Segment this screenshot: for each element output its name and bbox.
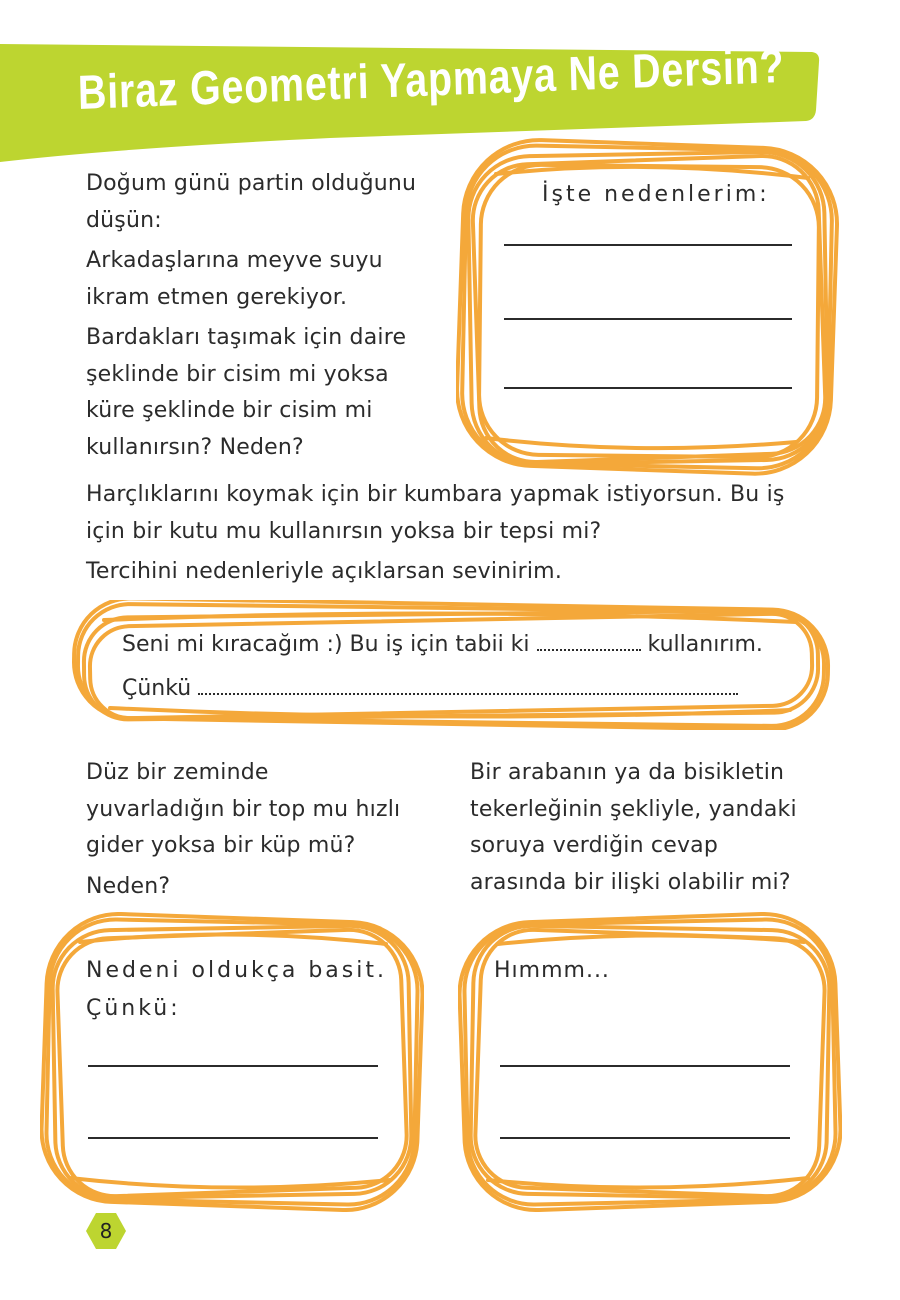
box-title-reason: Nedeni oldukça basit. <box>86 958 387 983</box>
text-line: Neden? <box>86 873 171 899</box>
text-line: Doğum günü partin olduğunu <box>86 171 417 196</box>
box-title-hmm: Hımmm... <box>494 958 610 983</box>
text-line: ikram etmen gerekiyor. <box>86 284 348 310</box>
question-ball-cube <box>86 755 446 905</box>
text-line: gider yoksa bir küp mü? <box>86 833 356 858</box>
answer-line[interactable] <box>500 1137 790 1139</box>
answer-line[interactable] <box>88 1137 378 1139</box>
answer-line[interactable] <box>504 318 792 320</box>
question-juice-cups <box>86 166 446 466</box>
blank-dotted-field[interactable] <box>537 643 641 651</box>
page-number-badge <box>86 1211 126 1255</box>
fill-in-line-reason <box>122 676 738 701</box>
answer-box-scribble <box>70 600 832 730</box>
blank-dotted-field[interactable] <box>198 687 738 695</box>
text-line: şeklinde bir cisim mi yoksa <box>86 361 389 387</box>
box-title-reasons: İşte nedenlerim: <box>542 182 770 207</box>
text-line: soruya verdiğin cevap <box>470 833 719 858</box>
text-line: için bir kutu mu kullanırsın yoksa bir tepsi mi? <box>86 518 602 544</box>
text-line: Düz bir zeminde <box>86 760 269 785</box>
fill-text-label: Çünkü <box>122 676 192 701</box>
text-line: tekerleğinin şekliyle, yandaki <box>470 796 797 822</box>
page-title: Biraz Geometri Yapmaya Ne Dersin? <box>77 39 786 120</box>
page-number: 8 <box>99 1219 113 1243</box>
question-wheel-shape <box>470 755 850 901</box>
question-piggy-bank <box>86 477 846 591</box>
text-line: yuvarladığın bir top mu hızlı <box>86 796 401 822</box>
text-line: Harçlıklarını koymak için bir kumbara yapmak istiyorsun. Bu iş <box>86 482 785 507</box>
answer-line[interactable] <box>88 1065 378 1067</box>
answer-box-scribble <box>40 912 424 1212</box>
text-line: Bir arabanın ya da bisikletin <box>470 760 785 785</box>
text-line: düşün: <box>86 207 162 233</box>
text-line: kullanırsın? Neden? <box>86 434 304 460</box>
answer-line[interactable] <box>504 387 792 389</box>
answer-line[interactable] <box>500 1065 790 1067</box>
text-line: küre şeklinde bir cisim mi <box>86 398 373 423</box>
text-line: Bardakları taşımak için daire <box>86 325 407 350</box>
fill-text-before: Seni mi kıracağım :) Bu iş için tabii ki <box>122 632 530 657</box>
fill-text-after: kullanırım. <box>647 632 763 657</box>
answer-line[interactable] <box>504 244 792 246</box>
box-title-because: Çünkü: <box>86 996 181 1021</box>
fill-in-line-tool <box>122 632 763 657</box>
text-line: Arkadaşlarına meyve suyu <box>86 248 383 273</box>
text-line: Tercihini nedenleriyle açıklarsan sevinirim. <box>86 559 563 584</box>
text-line: arasında bir ilişki olabilir mi? <box>470 869 791 895</box>
answer-box-scribble <box>458 912 842 1212</box>
